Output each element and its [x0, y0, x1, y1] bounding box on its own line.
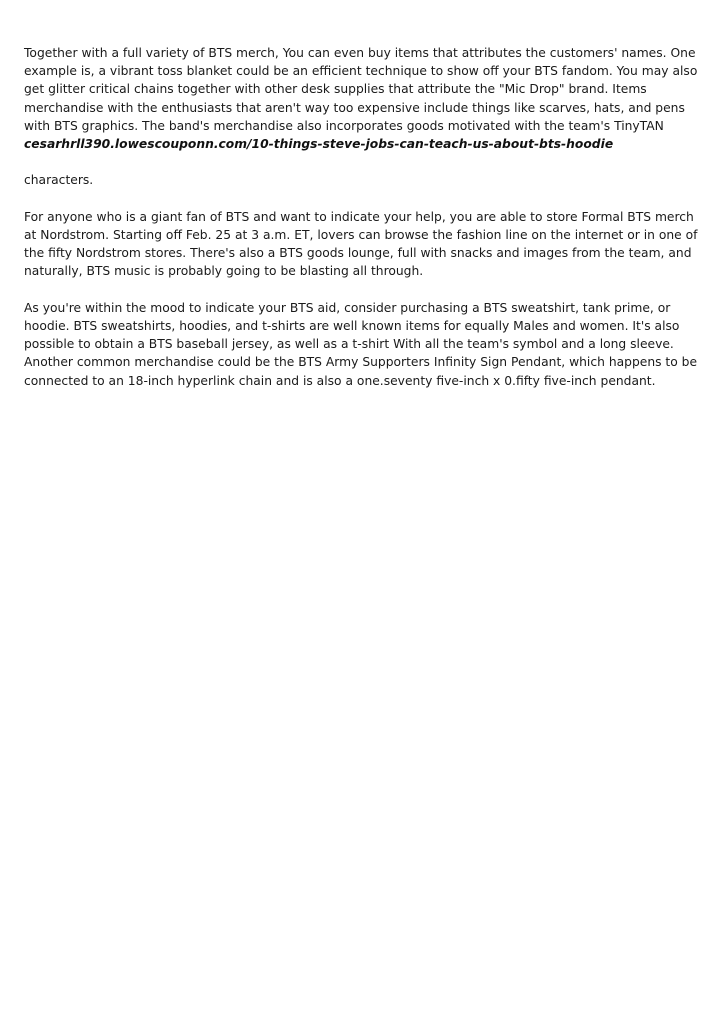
paragraph-merch-intro [24, 44, 700, 153]
document-body [24, 44, 700, 408]
paragraph-characters: characters. [24, 173, 94, 188]
paragraph-text: Together with a full variety of BTS merch, You can even buy items that attributes the customers' names. One example is, a vibrant toss blanket could be an efficient technique to show off your BTS fandom. You may also get glitter critical chains together with other desk supplies that attribute the "Mic Drop" brand. Items merchandise with the enthusiasts that aren't way too expensive include things like scarves, hats, and pens with BTS graphics. The band's merchandise also incorporates goods motivated with the team's TinyTAN [24, 46, 698, 133]
paragraph-nordstrom: For anyone who is a giant fan of BTS and want to indicate your help, you are able to store Formal BTS merch at Nordstrom. Starting off Feb. 25 at 3 a.m. ET, lovers can browse the fashion line on the internet or in one of the fifty Nordstrom stores. There's also a BTS goods lounge, full with snacks and images from the team, and naturally, BTS music is probably going to be blasting all through. [24, 209, 698, 279]
article-link[interactable]: cesarhrll390.lowescouponn.com/10-things-steve-jobs-can-teach-us-about-bts-hoodie [24, 137, 614, 152]
paragraph-sweatshirts: As you're within the mood to indicate your BTS aid, consider purchasing a BTS sweatshirt, tank prime, or hoodie. BTS sweatshirts, hoodies, and t-shirts are well known items for equally Males and women. It's also possible to obtain a BTS baseball jersey, as well as a t-shirt With all the team's symbol and a long sleeve. Another common merchandise could be the BTS Army Supporters Infinity Sign Pendant, which happens to be connected to an 18-inch hyperlink chain and is also a one.seventy five-inch x 0.fifty five-inch pendant. [24, 300, 698, 388]
